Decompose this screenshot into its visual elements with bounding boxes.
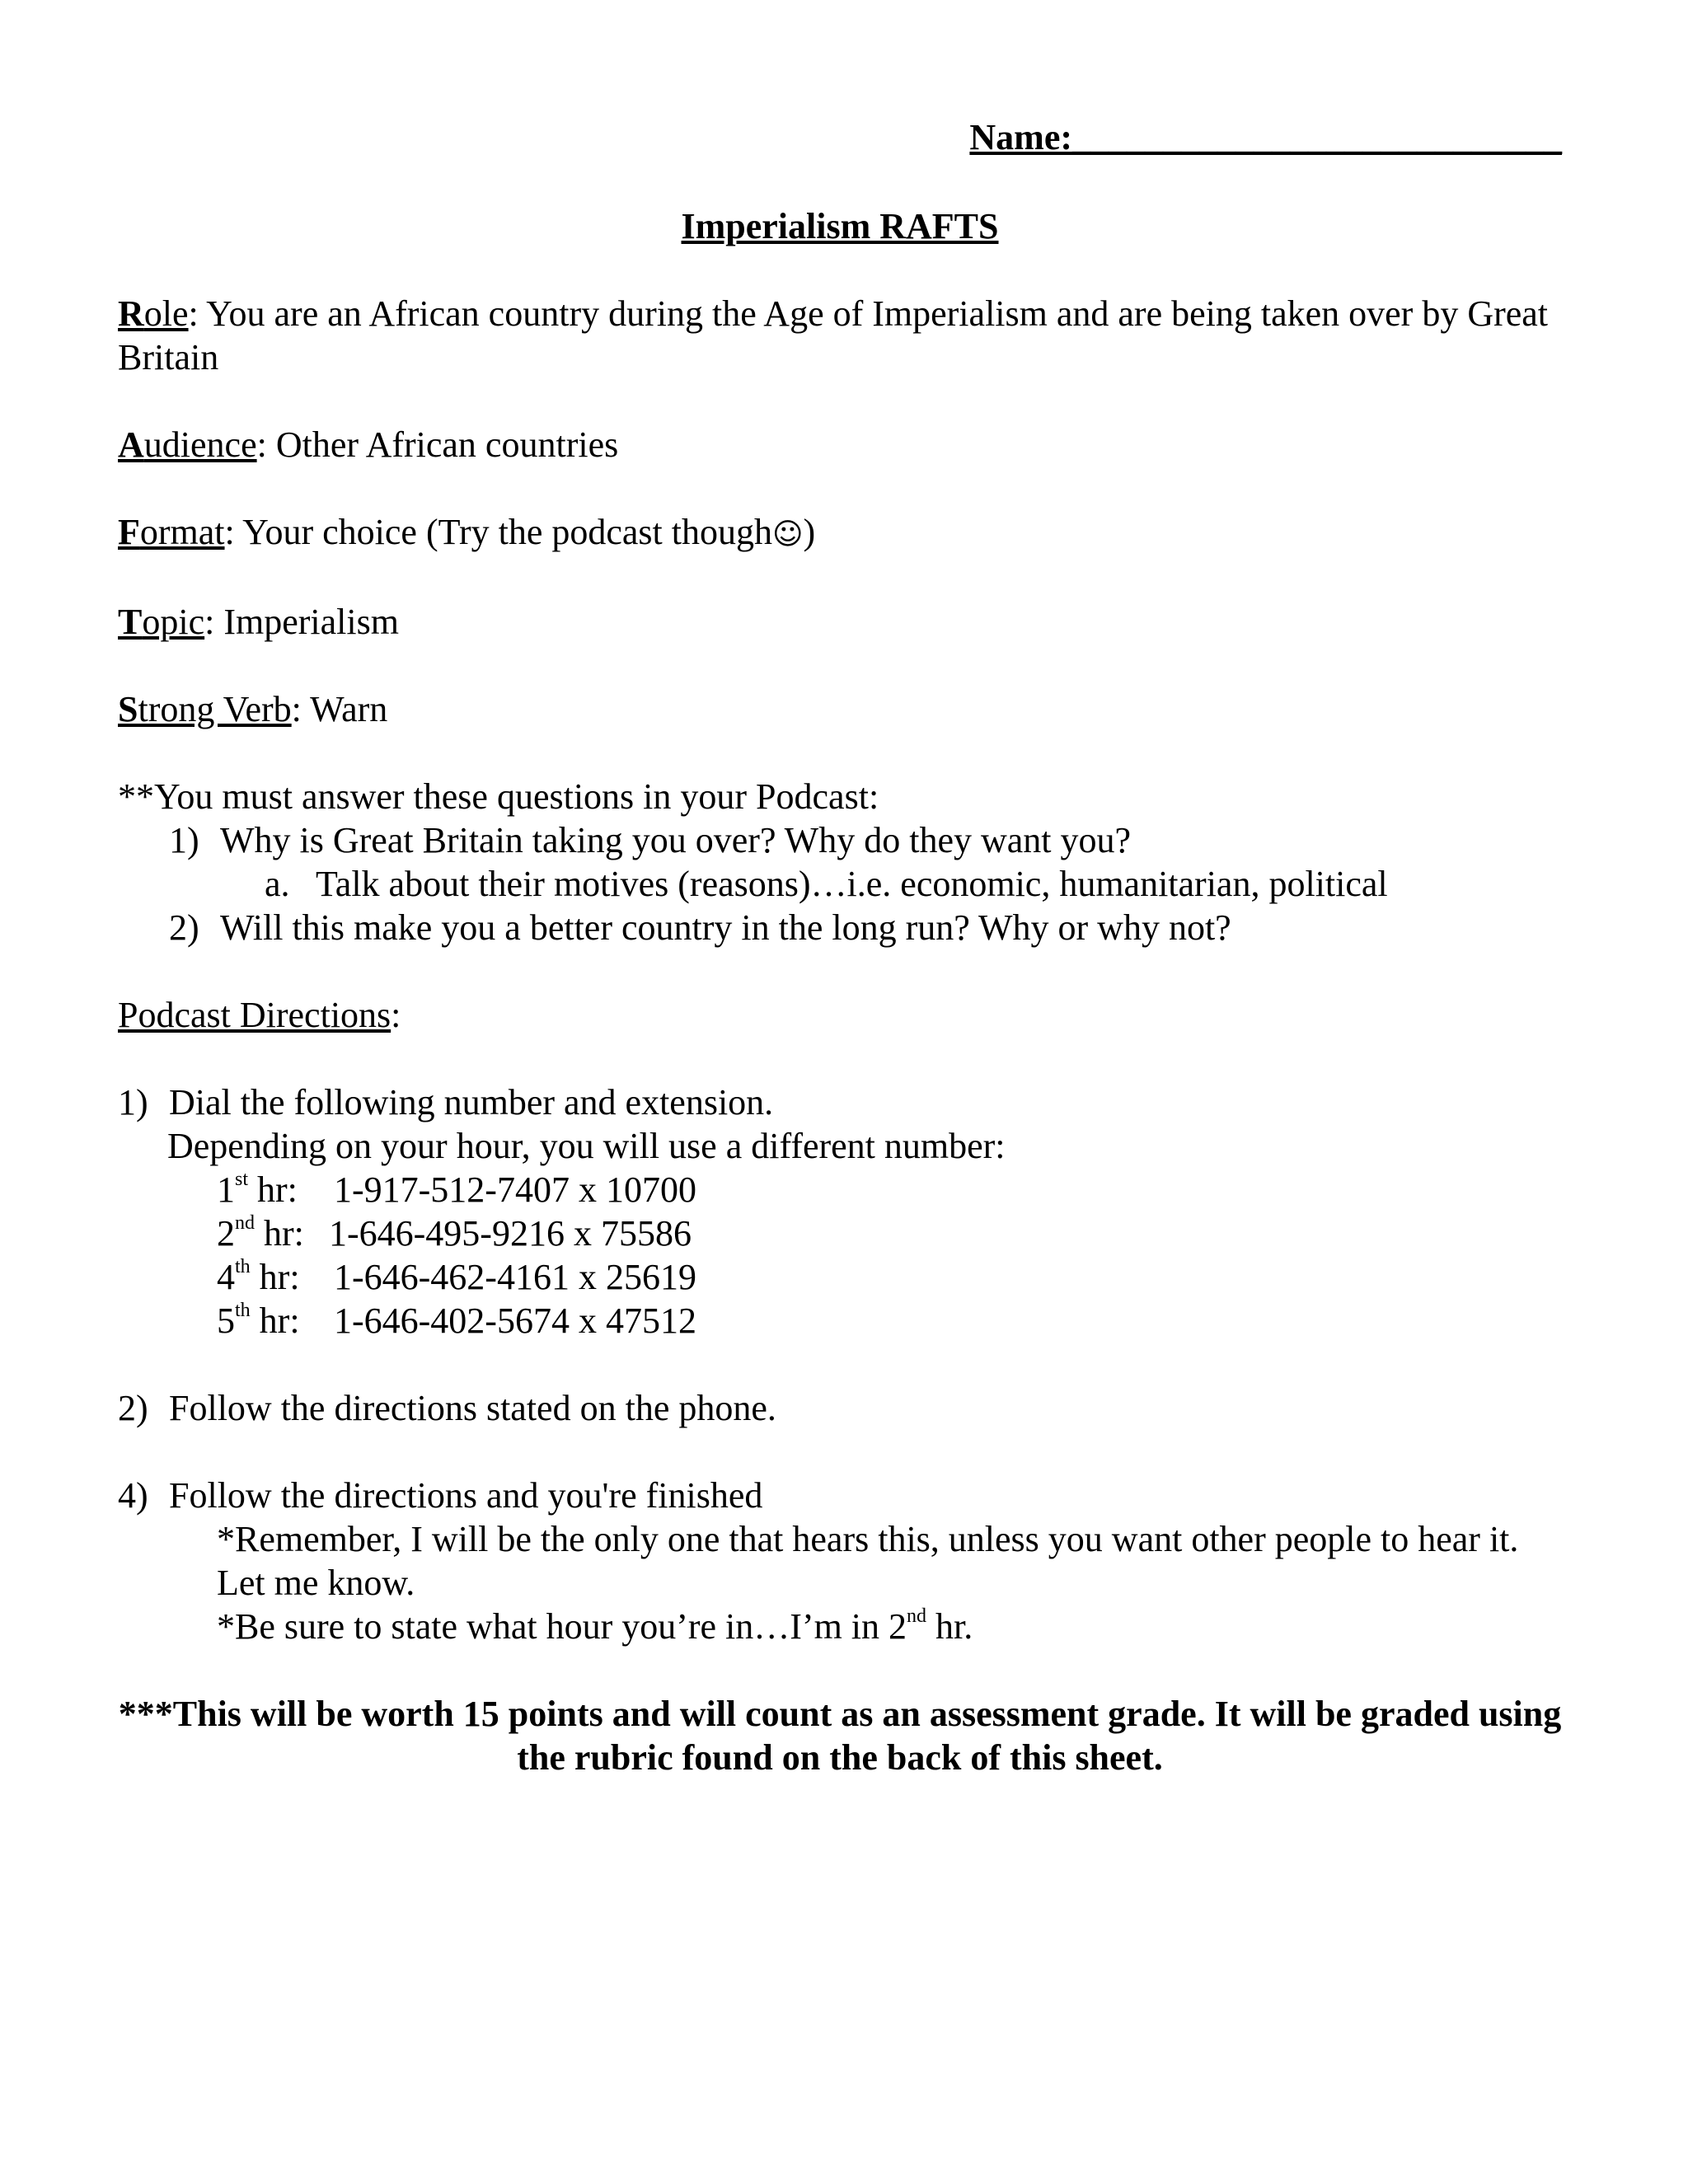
hour-row-5: 5th hr: 1-646-402-5674 x 47512: [217, 1300, 696, 1341]
podcast-step-1: 1) Dial the following number and extension. Depending on your hour, you will use a different number: 1st hr: 1-917-512-7407 x 10700 2nd hr: 1-646-495-9216 x 75586 4th hr: 1-646-462-4161 x 25619 5th hr: 1-646-402-5674 x 47512: [118, 1080, 1562, 1343]
role-key: Role: [118, 293, 189, 334]
hour-note: *Be sure to state what hour you’re in…I’m in 2nd hr.: [217, 1605, 973, 1647]
audience-key: Audience: [118, 424, 257, 465]
strong-verb-value: : Warn: [291, 689, 388, 729]
question-2: 2) Will this make you a better country in the long run? Why or why not?: [169, 907, 1231, 948]
step-1-subtext: Depending on your hour, you will use a different number:: [167, 1126, 1006, 1166]
worksheet-page: [118, 115, 1562, 1779]
remember-note: *Remember, I will be the only one that hears this, unless you want other people to hear it. Let me know.: [217, 1519, 1519, 1603]
questions-intro: **You must answer these questions in your Podcast:: [118, 776, 879, 817]
podcast-step-4: 4) Follow the directions and you're finished *Remember, I will be the only one that hears this, unless you want other people to hear it. Let me know. *Be sure to state what hour you’re in…I’m in 2nd hr.: [118, 1474, 1562, 1648]
name-field[interactable]: Name:___________________________: [969, 117, 1562, 157]
questions-section: [118, 775, 1562, 949]
role-field: [118, 292, 1562, 379]
topic-field: [118, 600, 1562, 644]
format-value: : Your choice (Try the podcast though: [224, 512, 772, 552]
hour-row-2: 2nd hr: 1-646-495-9216 x 75586: [217, 1212, 692, 1254]
hour-row-1: 1st hr: 1-917-512-7407 x 10700: [217, 1169, 696, 1210]
format-key: Format: [118, 512, 225, 552]
strong-verb-field: [118, 687, 1562, 731]
role-value: : You are an African country during the Age of Imperialism and are being taken over by Great Britain: [118, 293, 1549, 377]
question-1: 1) Why is Great Britain taking you over? Why do they want you?: [169, 820, 1132, 860]
question-1a: a. Talk about their motives (reasons)…i.e. economic, humanitarian, political: [265, 864, 1388, 904]
topic-key: Topic: [118, 602, 205, 642]
strong-verb-key: Strong Verb: [118, 689, 292, 729]
audience-field: [118, 423, 1562, 466]
format-field: [118, 510, 1562, 556]
hour-row-4: 4th hr: 1-646-462-4161 x 25619: [217, 1256, 696, 1297]
audience-value: : Other African countries: [256, 424, 619, 465]
smiley-icon: ☺: [771, 518, 804, 551]
podcast-step-2: 2) Follow the directions stated on the phone.: [118, 1388, 776, 1428]
grading-note: ***This will be worth 15 points and will count as an assessment grade. It will be graded using the rubric found on the back of this sheet.: [118, 1694, 1562, 1778]
page-title: Imperialism RAFTS: [681, 206, 999, 246]
topic-value: : Imperialism: [204, 602, 399, 642]
podcast-heading: Podcast Directions:: [118, 995, 401, 1035]
format-close-paren: ): [803, 512, 816, 552]
